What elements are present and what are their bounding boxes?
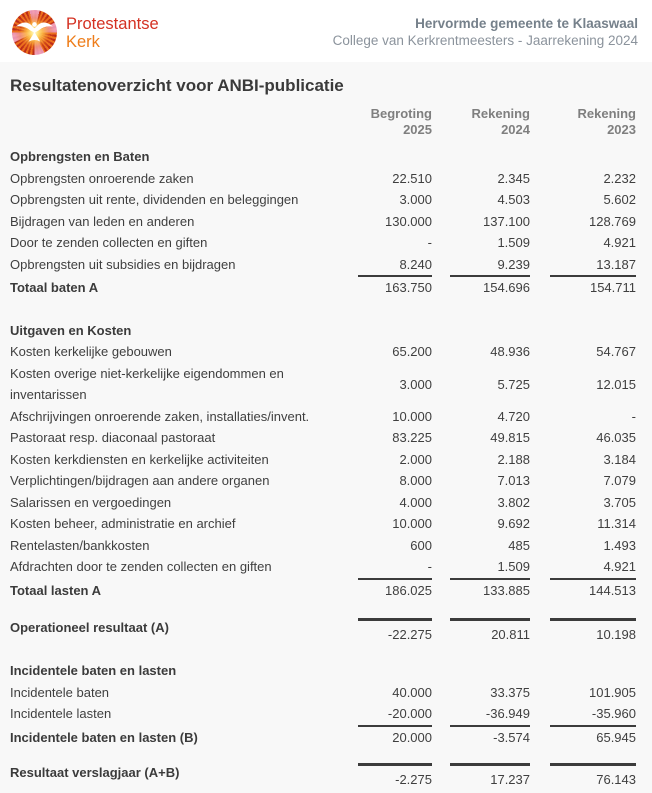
cell-rekening-2023: 11.314 xyxy=(597,516,636,531)
cell-begroting-2025: 20.000 xyxy=(392,729,432,745)
cell-begroting-2025: 10.000 xyxy=(392,408,432,424)
cell-rekening-2023: 12.015 xyxy=(596,376,636,392)
cell-rekening-2024: 49.815 xyxy=(490,430,530,445)
column-year: 2024 xyxy=(501,122,530,137)
cell-rekening-2023: 5.602 xyxy=(603,192,636,207)
cell-rekening-2024: 154.696 xyxy=(483,280,530,295)
cell-rekening-2024: 485 xyxy=(508,537,530,553)
row-label: Pastoraat resp. diaconaal pastoraat xyxy=(10,430,216,445)
cell-rekening-2024: 17.237 xyxy=(450,763,530,790)
cell-begroting-2025: -2.275 xyxy=(358,763,432,790)
total-row-incidentele xyxy=(10,727,636,749)
table-row xyxy=(10,470,636,492)
table-row xyxy=(10,492,636,514)
cell-rekening-2023: 4.921 xyxy=(550,556,636,580)
cell-rekening-2023: 1.493 xyxy=(603,537,636,553)
table-row xyxy=(10,703,636,727)
cell-begroting-2025: 4.000 xyxy=(399,494,432,510)
cell-begroting-2025: 40.000 xyxy=(392,684,432,700)
cell-rekening-2023: -35.960 xyxy=(550,703,636,727)
row-label: Kosten kerkelijke gebouwen xyxy=(10,344,172,359)
column-header-rekening-2024 xyxy=(450,106,530,138)
table-row xyxy=(10,254,636,278)
row-label: Afdrachten door te zenden collecten en giften xyxy=(10,559,272,574)
table-row xyxy=(10,682,636,704)
cell-rekening-2024: -36.949 xyxy=(450,703,530,727)
cell-rekening-2023: 3.184 xyxy=(603,451,636,467)
row-label: Incidentele baten xyxy=(10,684,110,700)
cell-begroting-2025: - xyxy=(358,556,432,580)
cell-rekening-2024: 9.239 xyxy=(450,254,530,278)
total-row-baten xyxy=(10,277,636,299)
cell-begroting-2025: 3.000 xyxy=(399,376,432,392)
row-label: Resultaat verslagjaar (A+B) xyxy=(10,765,180,780)
cell-rekening-2024: 20.811 xyxy=(450,618,530,645)
section-header-incidentele-baten-en-lasten xyxy=(10,660,636,682)
cell-rekening-2023: 154.711 xyxy=(589,280,636,295)
cell-begroting-2025: 10.000 xyxy=(392,516,432,531)
row-label: Totaal baten A xyxy=(10,280,99,295)
cell-begroting-2025: 130.000 xyxy=(385,213,432,229)
row-label: Totaal lasten A xyxy=(10,582,102,598)
column-headers xyxy=(10,106,636,138)
cell-rekening-2024: 137.100 xyxy=(483,213,530,229)
cell-begroting-2025: - xyxy=(427,235,432,250)
page-header xyxy=(0,0,652,62)
cell-begroting-2025: 8.240 xyxy=(358,254,432,278)
section-label: Uitgaven en Kosten xyxy=(10,322,132,338)
total-row-lasten xyxy=(10,580,636,602)
row-label: Opbrengsten onroerende zaken xyxy=(10,170,194,186)
cell-begroting-2025: 186.025 xyxy=(385,582,432,598)
table-row xyxy=(10,363,636,406)
cell-rekening-2024: -3.574 xyxy=(493,729,530,745)
cell-rekening-2023: 3.705 xyxy=(603,494,636,510)
cell-rekening-2023: 76.143 xyxy=(550,763,636,790)
cell-rekening-2024: 5.725 xyxy=(497,376,530,392)
row-label: Salarissen en vergoedingen xyxy=(10,494,172,510)
cell-rekening-2023: 13.187 xyxy=(550,254,636,278)
row-label: Incidentele baten en lasten (B) xyxy=(10,729,198,745)
cell-rekening-2023: - xyxy=(631,408,636,424)
cell-rekening-2023: 10.198 xyxy=(550,618,636,645)
table-row xyxy=(10,211,636,233)
column-label: Rekening xyxy=(471,106,530,121)
cell-rekening-2024: 2.188 xyxy=(497,451,530,467)
cell-begroting-2025: -20.000 xyxy=(358,703,432,727)
section-label: Incidentele baten en lasten xyxy=(10,663,177,678)
org-subtitle: College van Kerkrentmeesters - Jaarrekening 2024 xyxy=(332,33,638,48)
org-name: Hervormde gemeente te Klaaswaal xyxy=(415,16,638,31)
cell-rekening-2024: 33.375 xyxy=(490,684,530,700)
cell-begroting-2025: 163.750 xyxy=(385,280,432,295)
table-row xyxy=(10,556,636,580)
cell-rekening-2023: 101.905 xyxy=(589,684,636,700)
cell-rekening-2024: 48.936 xyxy=(490,344,530,359)
cell-rekening-2024: 1.509 xyxy=(450,556,530,580)
table-row xyxy=(10,168,636,190)
table-row xyxy=(10,535,636,557)
row-label: Opbrengsten uit subsidies en bijdragen xyxy=(10,256,236,272)
row-label: Operationeel resultaat (A) xyxy=(10,620,169,635)
brand-wordmark xyxy=(66,10,159,62)
table-row xyxy=(10,189,636,211)
section-header-uitgaven-en-kosten xyxy=(10,320,636,342)
column-header-begroting-2025 xyxy=(358,106,432,138)
table-row xyxy=(10,427,636,449)
cell-rekening-2023: 65.945 xyxy=(596,729,636,745)
cell-begroting-2025: 83.225 xyxy=(392,430,432,445)
cell-rekening-2023: 4.921 xyxy=(603,235,636,250)
cell-rekening-2023: 2.232 xyxy=(603,170,636,186)
cell-rekening-2024: 9.692 xyxy=(497,516,530,531)
cell-begroting-2025: 8.000 xyxy=(399,473,432,488)
cell-rekening-2023: 7.079 xyxy=(603,473,636,488)
pkn-brand xyxy=(12,10,159,62)
column-label: Rekening xyxy=(577,106,636,121)
cell-rekening-2023: 144.513 xyxy=(589,582,636,598)
header-org-block xyxy=(333,10,638,62)
cell-rekening-2024: 133.885 xyxy=(483,582,530,598)
row-label: Kosten overige niet-kerkelijke eigendommen en inventarissen xyxy=(10,365,284,402)
operationeel-resultaat-row xyxy=(10,618,636,645)
cell-rekening-2023: 54.767 xyxy=(596,344,636,359)
table-row xyxy=(10,449,636,471)
section-label: Opbrengsten en Baten xyxy=(10,149,150,164)
cell-begroting-2025: 2.000 xyxy=(399,451,432,467)
column-year: 2023 xyxy=(607,122,636,137)
row-label: Bijdragen van leden en anderen xyxy=(10,213,195,229)
cell-begroting-2025: 65.200 xyxy=(392,344,432,359)
row-label: Door te zenden collecten en giften xyxy=(10,235,208,250)
table-row xyxy=(10,232,636,254)
row-label: Verplichtingen/bijdragen aan andere organen xyxy=(10,473,270,488)
row-label: Kosten kerkdiensten en kerkelijke activiteiten xyxy=(10,451,269,467)
cell-rekening-2024: 1.509 xyxy=(497,235,530,250)
section-header-opbrengsten-en-baten xyxy=(10,146,636,168)
report-content xyxy=(0,62,652,793)
resultaat-verslagjaar-row xyxy=(10,763,636,790)
cell-begroting-2025: 22.510 xyxy=(392,170,432,186)
pkn-dove-logo-icon xyxy=(12,10,57,55)
column-header-rekening-2023 xyxy=(550,106,636,138)
cell-rekening-2024: 7.013 xyxy=(497,473,530,488)
table-row xyxy=(10,406,636,428)
cell-rekening-2023: 46.035 xyxy=(596,430,636,445)
row-label: Incidentele lasten xyxy=(10,706,112,721)
row-label: Opbrengsten uit rente, dividenden en beleggingen xyxy=(10,192,299,207)
column-header-spacer xyxy=(10,106,358,138)
row-label: Rentelasten/bankkosten xyxy=(10,537,150,553)
column-label: Begroting xyxy=(370,106,432,121)
row-label: Afschrijvingen onroerende zaken, installaties/invent. xyxy=(10,408,310,424)
table-row xyxy=(10,513,636,535)
cell-begroting-2025: 3.000 xyxy=(399,192,432,207)
page-title: Resultatenoverzicht voor ANBI-publicatie xyxy=(10,76,344,95)
table-row xyxy=(10,341,636,363)
cell-rekening-2024: 3.802 xyxy=(497,494,530,510)
row-label: Kosten beheer, administratie en archief xyxy=(10,516,236,531)
cell-begroting-2025: 600 xyxy=(410,537,432,553)
cell-rekening-2024: 4.503 xyxy=(497,192,530,207)
column-year: 2025 xyxy=(403,122,432,137)
cell-rekening-2023: 128.769 xyxy=(589,213,636,229)
cell-rekening-2024: 4.720 xyxy=(497,408,530,424)
cell-begroting-2025: -22.275 xyxy=(358,618,432,645)
cell-rekening-2024: 2.345 xyxy=(497,170,530,186)
brand-word-kerk: Kerk xyxy=(66,33,100,51)
brand-word-protestantse: Protestantse xyxy=(66,15,159,33)
